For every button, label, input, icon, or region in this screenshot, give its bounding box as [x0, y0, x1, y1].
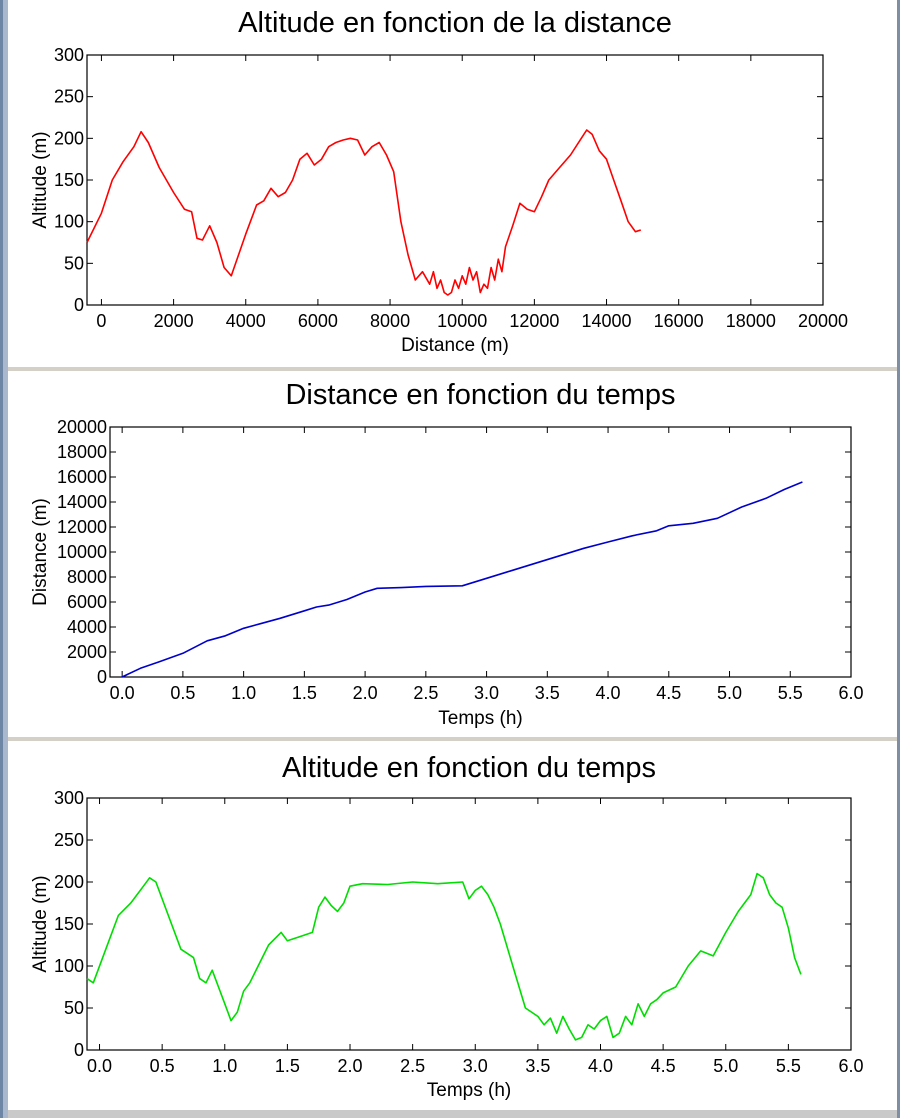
- y-tick-label: 14000: [56, 492, 107, 512]
- x-tick-label: 16000: [653, 311, 704, 331]
- y-tick-label: 4000: [66, 617, 107, 637]
- y-tick-label: 12000: [56, 517, 107, 537]
- y-tick-label: 8000: [66, 567, 107, 587]
- plot-frame: [87, 798, 851, 1050]
- y-tick-label: 18000: [56, 442, 107, 462]
- x-tick-label: 0.5: [149, 1056, 175, 1076]
- series-line: [87, 130, 641, 295]
- y-tick-label: 100: [53, 956, 84, 976]
- x-tick-label: 4.5: [650, 1056, 676, 1076]
- x-tick-label: 1.5: [291, 683, 317, 703]
- x-tick-label: 3.5: [534, 683, 560, 703]
- x-tick-label: 5.5: [777, 683, 803, 703]
- chart-panel-altitude-time: [8, 741, 897, 1110]
- x-tick-label: 6.0: [838, 1056, 864, 1076]
- y-tick-label: 100: [53, 211, 84, 232]
- x-tick-label: 0.5: [170, 683, 196, 703]
- x-tick-label: 2.0: [352, 683, 378, 703]
- y-tick-label: 2000: [66, 642, 107, 662]
- y-tick-label: 0: [73, 295, 84, 315]
- y-tick-label: 50: [63, 998, 84, 1018]
- x-tick-label: 3.0: [474, 683, 500, 703]
- y-tick-label: 150: [53, 914, 84, 934]
- series-line: [122, 482, 802, 677]
- x-axis-label: Distance (m): [401, 335, 509, 356]
- y-tick-label: 300: [53, 788, 84, 808]
- x-tick-label: 6000: [297, 311, 338, 331]
- window-bottom-strip: [8, 1110, 897, 1118]
- x-tick-label: 4.0: [595, 683, 621, 703]
- x-tick-label: 1.5: [274, 1056, 300, 1076]
- chart-altitude-time: [8, 741, 897, 1110]
- series-line: [87, 874, 801, 1040]
- y-tick-label: 0: [73, 1040, 84, 1060]
- x-tick-label: 10000: [437, 311, 488, 331]
- x-tick-label: 12000: [509, 311, 560, 331]
- chart-title: Altitude en fonction du temps: [281, 752, 657, 784]
- y-tick-label: 10000: [56, 542, 107, 562]
- x-tick-label: 3.0: [462, 1056, 488, 1076]
- x-tick-label: 14000: [581, 311, 632, 331]
- chart-title: Distance en fonction du temps: [285, 379, 676, 411]
- y-tick-label: 300: [53, 45, 84, 65]
- x-tick-label: 1.0: [212, 1056, 238, 1076]
- x-tick-label: 4.0: [587, 1056, 614, 1076]
- chart-title: Altitude en fonction de la distance: [238, 7, 672, 39]
- x-axis-label: Temps (h): [438, 708, 523, 729]
- x-tick-label: 3.5: [525, 1056, 551, 1076]
- x-axis-label: Temps (h): [426, 1080, 512, 1101]
- plot-frame: [110, 427, 851, 677]
- y-tick-label: 200: [53, 128, 84, 149]
- y-tick-label: 0: [96, 667, 107, 687]
- y-axis-label: Altitude (m): [30, 875, 51, 973]
- x-tick-label: 8000: [370, 311, 411, 331]
- x-tick-label: 2.5: [400, 1056, 426, 1076]
- chart-panel-distance-time: [8, 371, 897, 737]
- x-tick-label: 4.5: [656, 683, 682, 703]
- x-tick-label: 1.0: [231, 683, 257, 703]
- x-tick-label: 5.0: [717, 683, 743, 703]
- x-tick-label: 0.0: [87, 1056, 113, 1076]
- y-tick-label: 20000: [56, 417, 107, 437]
- y-tick-label: 6000: [66, 592, 107, 612]
- y-axis-label: Altitude (m): [30, 131, 51, 229]
- y-axis-label: Distance (m): [30, 498, 51, 606]
- x-tick-label: 20000: [797, 311, 849, 331]
- y-tick-label: 200: [53, 872, 84, 892]
- chart-distance-time: [8, 371, 897, 737]
- x-tick-label: 2.0: [337, 1056, 363, 1076]
- y-tick-label: 150: [53, 170, 84, 190]
- x-tick-label: 5.5: [775, 1056, 801, 1076]
- x-tick-label: 18000: [725, 311, 776, 331]
- x-tick-label: 6.0: [838, 683, 864, 703]
- chart-panel-altitude-distance: [8, 0, 897, 367]
- x-tick-label: 2000: [153, 311, 194, 331]
- x-tick-label: 0: [96, 311, 107, 331]
- x-tick-label: 4000: [225, 311, 266, 331]
- x-tick-label: 2.5: [413, 683, 439, 703]
- y-tick-label: 250: [53, 86, 84, 107]
- x-tick-label: 5.0: [713, 1056, 739, 1076]
- chart-altitude-distance: [8, 0, 897, 367]
- y-tick-label: 50: [63, 253, 84, 274]
- x-tick-label: 0.0: [109, 683, 135, 703]
- plot-frame: [87, 55, 823, 305]
- y-tick-label: 16000: [56, 467, 107, 487]
- y-tick-label: 250: [53, 830, 84, 850]
